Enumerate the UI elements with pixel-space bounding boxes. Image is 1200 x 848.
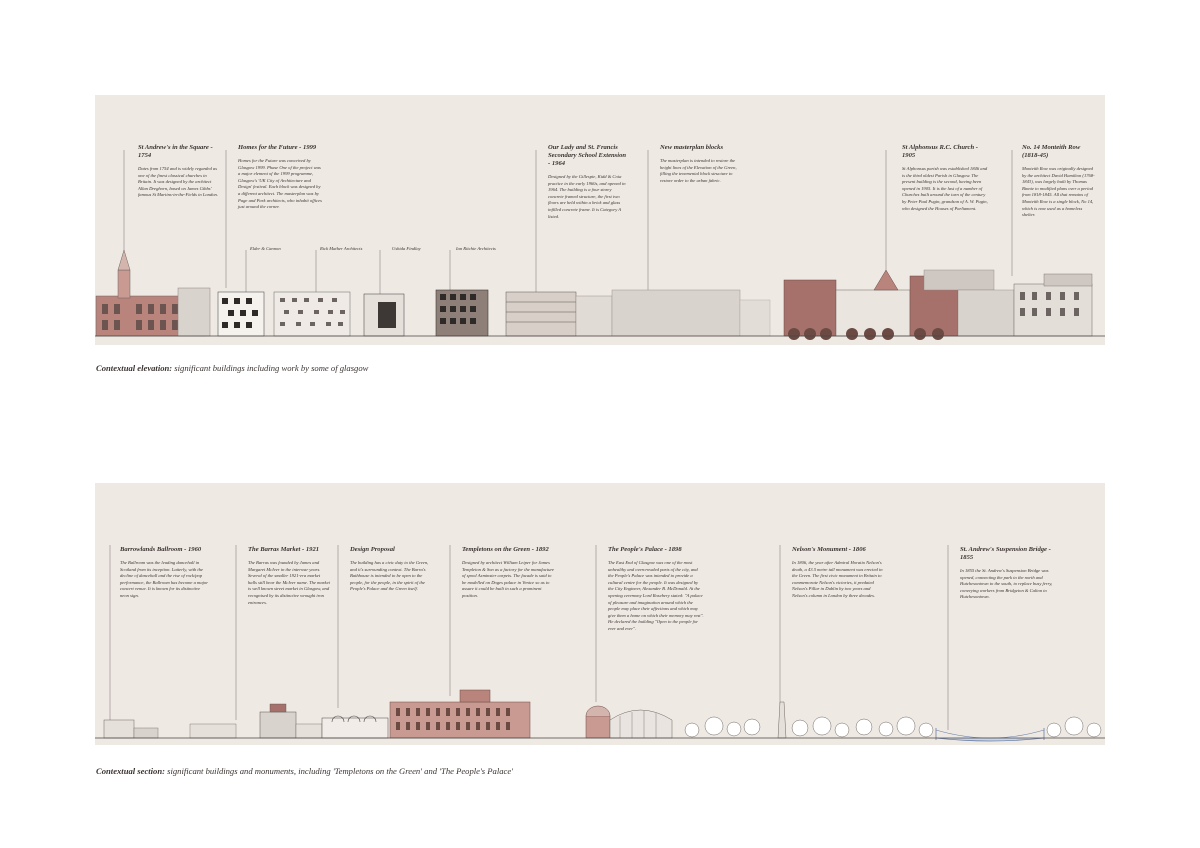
- entry-title: Design Proposal: [350, 546, 395, 553]
- entry-body: The masterplan is intended to restore the height lines of the Elevation of the Green, filling the tenemental block structure to restore order to the urban fabric.: [660, 158, 737, 183]
- entry-body: In 1806, the year after Admiral Horatio Nelson's death, a 43.5 metre tall monument was erected in the Green. The first civic monument in Britain to commemorate Nelson's victories, it predated Nelson's Pillar in Dublin by two years and Nelson's column in London by three decades.: [792, 560, 883, 598]
- architect-label: Rick Mather Architects: [320, 246, 363, 251]
- peoples-palace-drawing: [586, 706, 672, 738]
- entry-body: The East End of Glasgow was one of the most unhealthy and overcrowded parts of the city, and the People's Palace was intended to provide a cultural centre for the people. It was designed by the City Engineer, Alexander B. McDonald. At the opening ceremony Lord Rosebery stated: "A palace of pleasure and imagination around which the people may place their affections and which may give them a home on which their memory may rest". He declared the building "Open to the people for ever and ever".: [608, 560, 704, 631]
- entry-body: Homes for the Future was conceived by Glasgow 1999. Phase One of the project was a major element of the 1999 programme, Glasgow's 'UK City of Architecture and Design' festival. Each block was designed by a different architect. The masterplan was by Page and Park architects, who inhabit offices just around the corner.: [238, 158, 322, 210]
- entry-suspension-bridge: [960, 546, 1056, 601]
- entry-nelsons-monument: [792, 546, 886, 600]
- entry-body: Designed by the Gillespie, Kidd & Coia practice in the early 1960s, and opened in 1964. The building is a four storey concrete framed structure, the first two floors are held within a brick and glass infilled concrete frame. It is Category A listed.: [548, 174, 626, 219]
- entry-peoples-palace: [608, 546, 704, 633]
- design-proposal-drawing: [322, 716, 388, 738]
- barrowlands-drawing: [104, 720, 236, 738]
- nelsons-monument-drawing: [778, 702, 786, 738]
- entry-title: New masterplan blocks: [660, 144, 724, 151]
- entry-title: Our Lady and St. Francis Secondary School Extension - 1964: [548, 144, 627, 167]
- caption-text: significant buildings and monuments, including 'Templetons on the Green' and 'The People's Palace': [165, 766, 513, 776]
- entry-body: Monteith Row was originally designed by the architect David Hamilton (1768-1843), was largely built by Thomas Binnie to modified plans over a period from 1818-1845. All that remains of Monteith Row is a single block, No 14, which is now used as a homeless shelter.: [1022, 166, 1095, 218]
- entry-body: Designed by architect William Leiper for James Templeton & Son as a factory for the manufacture of spool Axminster carpets. The facade is said to be modelled on Doges palace in Venice so as to assure it could be built in such a prominent position.: [462, 560, 555, 598]
- entry-title: Templetons on the Green - 1892: [462, 546, 549, 553]
- entry-barras-market: [248, 546, 330, 606]
- entry-barrowlands: [120, 546, 208, 600]
- entry-title: Homes for the Future - 1999: [238, 144, 317, 151]
- entry-body: The Ballroom was the leading dancehall in Scotland from its inception. Latterly, with the decline of dancehall and the rise of rock/pop performance, the Ballroom has become a major concert venue. It is known for its distinctive neon sign.: [120, 560, 208, 598]
- entry-body: Dates from 1754 and is widely regarded as one of the finest classical churches in Britain. It was designed by the architect Allan Dreghorn, based on James Gibbs' famous St Martins-in-the-Fields in London.: [138, 166, 219, 198]
- entry-body: The building has a civic duty to the Green, and it's surrounding context. The Barra's Bathhouse is intended to be open to the people, for the people, in the spirit of the People's Palace and the Green itself.: [350, 560, 429, 592]
- caption-text: significant buildings including work by some of glasgow: [172, 363, 369, 373]
- architect-label: Ian Ritchie Architects: [456, 246, 496, 251]
- entry-title: Barrowlands Ballroom - 1960: [120, 546, 202, 553]
- entry-title: St Andrew's in the Square - 1754: [138, 144, 213, 159]
- caption-label: Contextual elevation:: [96, 363, 173, 373]
- entry-body: The Barras was founded by James and Margaret McIver in the interwar years. Several of the smaller 1921-era market halls still bear the McIver name. The market is well known street market in Glasgow, and recognised by its distinctive wrought iron entrances.: [248, 560, 330, 605]
- caption-label: Contextual section:: [96, 766, 165, 776]
- templetons-drawing: [390, 690, 530, 738]
- entry-title: St. Andrew's Suspension Bridge - 1855: [960, 546, 1051, 561]
- entry-design-proposal: [350, 546, 432, 593]
- trees-drawing: [685, 717, 1101, 737]
- barras-market-drawing: [260, 704, 322, 738]
- entry-title: St Alphonsus R.C. Church - 1905: [902, 144, 978, 159]
- architect-label: Ushida Findlay: [392, 246, 421, 251]
- entry-title: No. 14 Monteith Row (1818-45): [1022, 144, 1081, 159]
- suspension-bridge-drawing: [936, 728, 1044, 741]
- entry-body: In 1855 the St. Andrew's Suspension Bridge was opened, connecting the park to the north and Hutchesontown to the south, to replace busy ferry, conveying workers from Bridgeton & Calton to Hutchesontown.: [960, 568, 1053, 600]
- architect-label: Elder & Cannon: [250, 246, 281, 251]
- section-caption: [96, 766, 513, 776]
- entry-title: The Barras Market - 1921: [248, 546, 320, 553]
- entry-title: Nelson's Monument - 1806: [792, 546, 866, 553]
- entry-title: The People's Palace - 1898: [608, 546, 682, 553]
- entry-templetons: [462, 546, 556, 600]
- entry-body: St Alphonsus parish was established 1846 and is the third oldest Parish in Glasgow. The present building is the second, having been opened in 1905. It is the last of a number of Churches built around the turn of the century by Peter Paul Pugin, grandson of A. W. Pugin, who designed the Houses of Parliament.: [902, 166, 988, 211]
